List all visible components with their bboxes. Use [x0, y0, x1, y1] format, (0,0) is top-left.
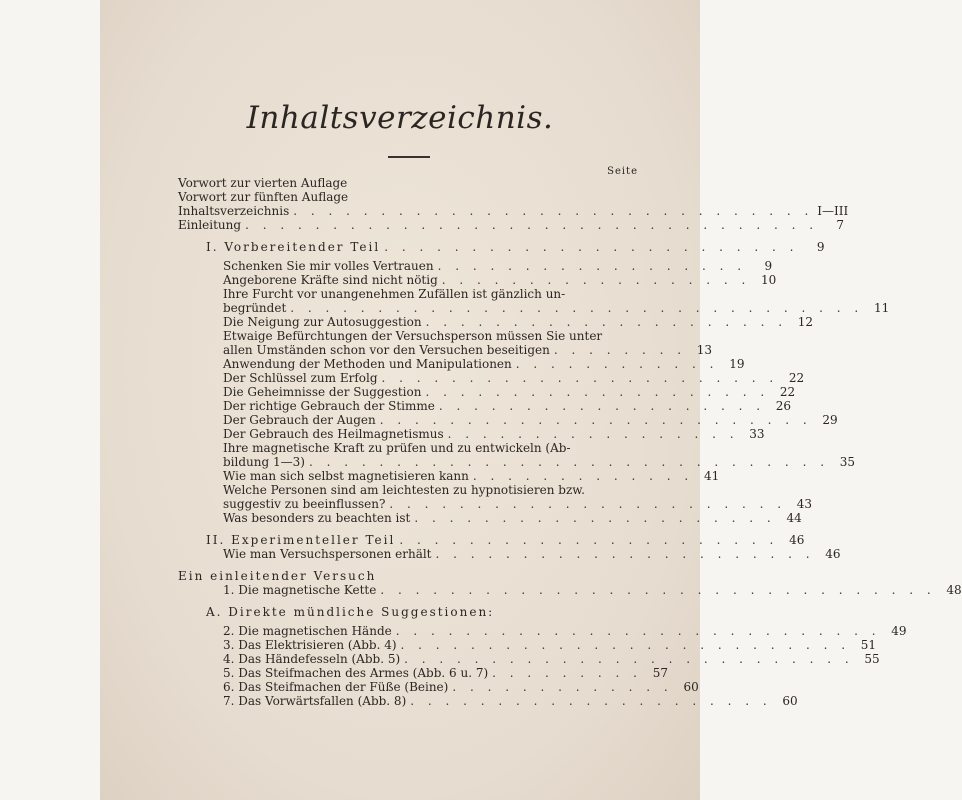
toc-entry: Vorwort zur vierten Auflage [178, 176, 348, 190]
toc-entry-continuation: allen Umständen schon vor den Versuchen beseitigen . . . . . . . . 13 [223, 343, 713, 357]
toc-entry-continuation: begründet . . . . . . . . . . . . . . . . . . . . . . . . . . . . . . . . . 11 [223, 301, 890, 315]
toc-entry: 7. Das Vorwärtsfallen (Abb. 8) . . . . . . . . . . . . . . . . . . . . . 60 [223, 694, 798, 708]
toc-entry-continuation: bildung 1—3) . . . . . . . . . . . . . . . . . . . . . . . . . . . . . . 35 [223, 455, 856, 469]
toc-entry: Ihre Furcht vor unangenehmen Zufällen ist gänzlich un- [223, 287, 566, 301]
toc-section-heading: A. Direkte mündliche Suggestionen: [206, 605, 495, 619]
toc-entry: Etwaige Befürchtungen der Versuchsperson müssen Sie unter [223, 329, 603, 343]
toc-entry: Wie man Versuchspersonen erhält . . . . . . . . . . . . . . . . . . . . . . 46 [223, 547, 841, 561]
page-column-header: Seite [607, 166, 638, 177]
toc-entry: Anwendung der Methoden und Manipulationen . . . . . . . . . . . . 19 [223, 357, 745, 371]
toc-section-heading: Ein einleitender Versuch [178, 569, 377, 583]
toc-entry: 1. Die magnetische Kette . . . . . . . . . . . . . . . . . . . . . . . . . . . . . . . . 48 [223, 583, 962, 597]
toc-entry: Angeborene Kräfte sind nicht nötig . . . . . . . . . . . . . . . . . . 10 [223, 273, 777, 287]
toc-entry: Die Geheimnisse der Suggestion . . . . . . . . . . . . . . . . . . . . 22 [223, 385, 796, 399]
toc-entry: Welche Personen sind am leichtesten zu hypnotisieren bzw. [223, 483, 585, 497]
toc-entry: Ihre magnetische Kraft zu prüfen und zu entwickeln (Ab- [223, 441, 571, 455]
title-rule [388, 156, 430, 158]
toc-entry: Vorwort zur fünften Auflage [178, 190, 349, 204]
toc-entry: Wie man sich selbst magnetisieren kann . . . . . . . . . . . . . 41 [223, 469, 720, 483]
toc-entry-continuation: suggestiv zu beeinflussen? . . . . . . . . . . . . . . . . . . . . . . . 43 [223, 497, 813, 511]
toc-entry: Was besonders zu beachten ist . . . . . . . . . . . . . . . . . . . . . 44 [223, 511, 802, 525]
table-of-contents [178, 176, 962, 708]
toc-entry: Der richtige Gebrauch der Stimme . . . . . . . . . . . . . . . . . . . 26 [223, 399, 792, 413]
toc-entry: Einleitung . . . . . . . . . . . . . . . . . . . . . . . . . . . . . . . . . 7 [178, 218, 845, 232]
toc-entry: Der Schlüssel zum Erfolg . . . . . . . . . . . . . . . . . . . . . . . 22 [223, 371, 805, 385]
toc-entry: 3. Das Elektrisieren (Abb. 4) . . . . . . . . . . . . . . . . . . . . . . . . . . 51 [223, 638, 877, 652]
toc-entry: 6. Das Steifmachen der Füße (Beine) . . . . . . . . . . . . . 60 [223, 680, 699, 694]
toc-entry: Der Gebrauch des Heilmagnetismus . . . . . . . . . . . . . . . . . 33 [223, 427, 765, 441]
book-page [100, 0, 962, 800]
toc-entry: Die Neigung zur Autosuggestion . . . . . . . . . . . . . . . . . . . . . 12 [223, 315, 814, 329]
toc-entry: Schenken Sie mir volles Vertrauen . . . . . . . . . . . . . . . . . . 9 [223, 259, 773, 273]
toc-entry: 2. Die magnetischen Hände . . . . . . . . . . . . . . . . . . . . . . . . . . . . 49 [223, 624, 907, 638]
toc-entry: 4. Das Händefesseln (Abb. 5) . . . . . . . . . . . . . . . . . . . . . . . . . . 55 [223, 652, 880, 666]
toc-entry: Inhaltsverzeichnis . . . . . . . . . . . . . . . . . . . . . . . . . . . . . . I—III [178, 204, 849, 218]
page-title: Inhaltsverzeichnis. [246, 100, 554, 136]
toc-section-heading: II. Experimenteller Teil . . . . . . . . . . . . . . . . . . . . . . 46 [206, 533, 805, 547]
toc-section-heading: I. Vorbereitender Teil . . . . . . . . . . . . . . . . . . . . . . . . 9 [206, 240, 825, 254]
toc-entry: 5. Das Steifmachen des Armes (Abb. 6 u. 7) . . . . . . . . . 57 [223, 666, 668, 680]
toc-entry: Der Gebrauch der Augen . . . . . . . . . . . . . . . . . . . . . . . . . 29 [223, 413, 838, 427]
